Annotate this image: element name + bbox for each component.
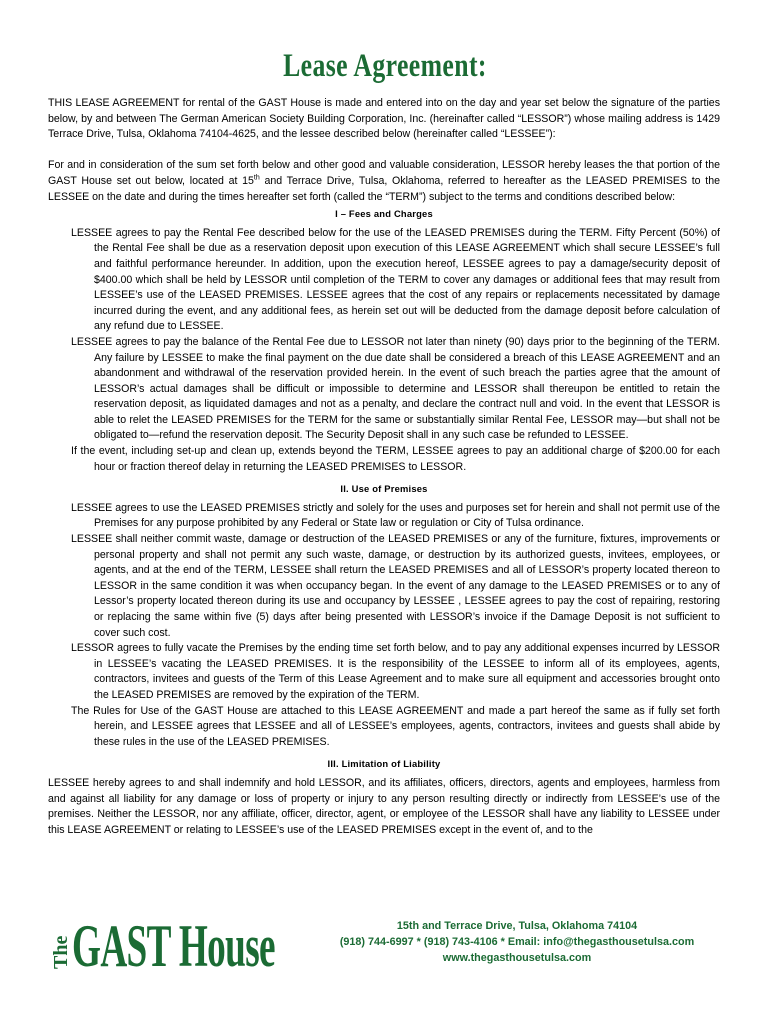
fees-clause-2: LESSEE agrees to pay the balance of the Rental Fee due to LESSOR not later than ninety (90) days prior to the beginning of the TERM. Any failure by LESSEE to make the final payment on the due date shall be considered a breach of this LEASE AGREEMENT and an abandonment and withdrawal of the reservation provided herein. In the event of such breach the parties agree that the amount of LESSOR’s actual damages shall be difficult or impossible to determine and LESSOR shall thereupon be entitled to retain the reservation deposit, as liquidated damages and not as a penalty, and declare the contract null and void. In the event that LESSOR is able to relet the LEASED PREMISES for the TERM for the same or substantially similar Rental Fee, LESSOR may—but shall not be obligated to—refund the reservation deposit. The Security Deposit shall in any such case be refunded to LESSEE. <box>71 335 720 442</box>
consideration-text-b: and Terrace Drive, Tulsa, Oklahoma, referred to hereafter as the LEASED PREMISES to the LESSEE on the date and during the times hereafter set forth (called the “TERM”) subject to the terms and conditions described below: <box>48 174 721 203</box>
page-footer <box>0 910 770 1020</box>
footer-phones-email: (918) 744-6997 * (918) 743-4106 * Email: info@thegasthousetulsa.com <box>339 936 695 948</box>
section-heading-use: II. Use of Premises <box>340 483 428 495</box>
fees-clause-3: If the event, including set-up and clean up, extends beyond the TERM, LESSEE agrees to pay an additional charge of $200.00 for each hour or fraction thereof delay in returning the LEASED PREMISES to LESSOR. <box>71 445 720 473</box>
footer-website: www.thegasthousetulsa.com <box>442 952 592 964</box>
use-clause-4: The Rules for Use of the GAST House are attached to this LEASE AGREEMENT and made a part hereof the same as if fully set forth herein, and LESSEE agrees that LESSEE and all of LESSEE’s employees, agents, contractors, invitees and guests shall abide by these rules in the use of the LEASED PREMISES. <box>71 704 720 748</box>
document-title: Lease Agreement: <box>283 48 487 84</box>
intro-paragraph: THIS LEASE AGREEMENT for rental of the GAST House is made and entered into on the day and year set below the signature of the parties below, by and between The German American Society Building Corporation, Inc. (hereinafter called “LESSOR”) whose mailing address is 1429 Terrace Drive, Tulsa, Oklahoma 74104-4625, and the lessee described below (hereinafter called “LESSEE”): <box>48 97 720 141</box>
liability-paragraph: LESSEE hereby agrees to and shall indemnify and hold LESSOR, and its affiliates, officers, directors, agents and employees, harmless from and against all liability for any damage or loss of property or injury to any person resulting directly or indirectly from LESSEE’s use of the premises. Neither the LESSOR, nor any affiliate, officer, director, agent, or employee of the LESSOR shall have any liability to LESSEE under this LEASE AGREEMENT or relating to LESSEE’s use of the LEASED PREMISES except in the event of, and to the <box>48 776 720 836</box>
consideration-paragraph <box>48 158 720 205</box>
logo-main-text: GAST House <box>72 913 275 979</box>
use-clause-2: LESSEE shall neither commit waste, damage or destruction of the LEASED PREMISES or any of the furniture, fixtures, improvements or personal property and shall not permit any such waste, damage, or destruction by its authorized guests, invitees, employees, or agents, and at the end of the TERM, LESSEE shall return the LEASED PREMISES and all of LESSOR’s property located thereon to LESSOR in the same condition it was when occupancy began. In the event of any damage to the LEASED PREMISES or to any of Lessor’s property located thereon during its use and occupancy by LESSEE , LESSEE agrees to pay the cost of repairing, restoring or replacing the same within five (5) days after being presented with LESSOR’s invoice if the Damage Deposit is not sufficient to cover such cost. <box>71 533 720 639</box>
contact-block <box>302 918 732 966</box>
use-clause-1: LESSEE agrees to use the LEASED PREMISES strictly and solely for the uses and purposes set for herein and shall not permit use of the Premises for any purpose prohibited by any Federal or State law or regulation or City of Tulsa ordinance. <box>71 501 720 530</box>
section-heading-liability: III. Limitation of Liability <box>327 758 441 770</box>
logo-the-text: The <box>50 935 72 969</box>
fees-clause-1: LESSEE agrees to pay the Rental Fee described below for the use of the LEASED PREMISES during the TERM. Fifty Percent (50%) of the Rental Fee shall be due as a reservation deposit upon execution of this LEASE AGREEMENT which shall secure LESSEE’s full and faithful performance hereunder. In addition, upon the execution hereof, LESSEE agrees to pay a damage/security deposit of $400.00 which shall be held by LESSOR until completion of the TERM to cover any damages or additional fees that may result from LESSEE’s use of the LEASED PREMISES. LESSEE agrees that the cost of any repairs or replacements necessitated by damage incurred during the event, and any additional fees, as herein set out will be deducted from the damage deposit before calculation of any refund due to LESSEE. <box>71 226 720 333</box>
use-clause-3: LESSOR agrees to fully vacate the Premises by the ending time set forth below, and to pay any additional expenses incurred by LESSOR in LESSEE’s vacating the LEASED PREMISES. It is the responsibility of the LESSEE to inform all of its employees, agents, contractors, invitees and guests of the Term of this Lease Agreement and to make sure all equipment and accessories brought onto the LEASED PREMISES are removed by the expiration of the TERM. <box>71 642 720 701</box>
document-body <box>48 96 720 838</box>
section-heading-fees: I – Fees and Charges <box>335 208 433 220</box>
gast-house-logo <box>50 914 280 984</box>
consideration-text-a: For and in consideration of the sum set forth below and other good and valuable consideration, LESSOR hereby leases the that portion of the GAST House set out below, located at 15 <box>48 159 720 187</box>
ordinal-suffix: th <box>253 174 260 182</box>
footer-address: 15th and Terrace Drive, Tulsa, Oklahoma 74104 <box>396 920 638 932</box>
